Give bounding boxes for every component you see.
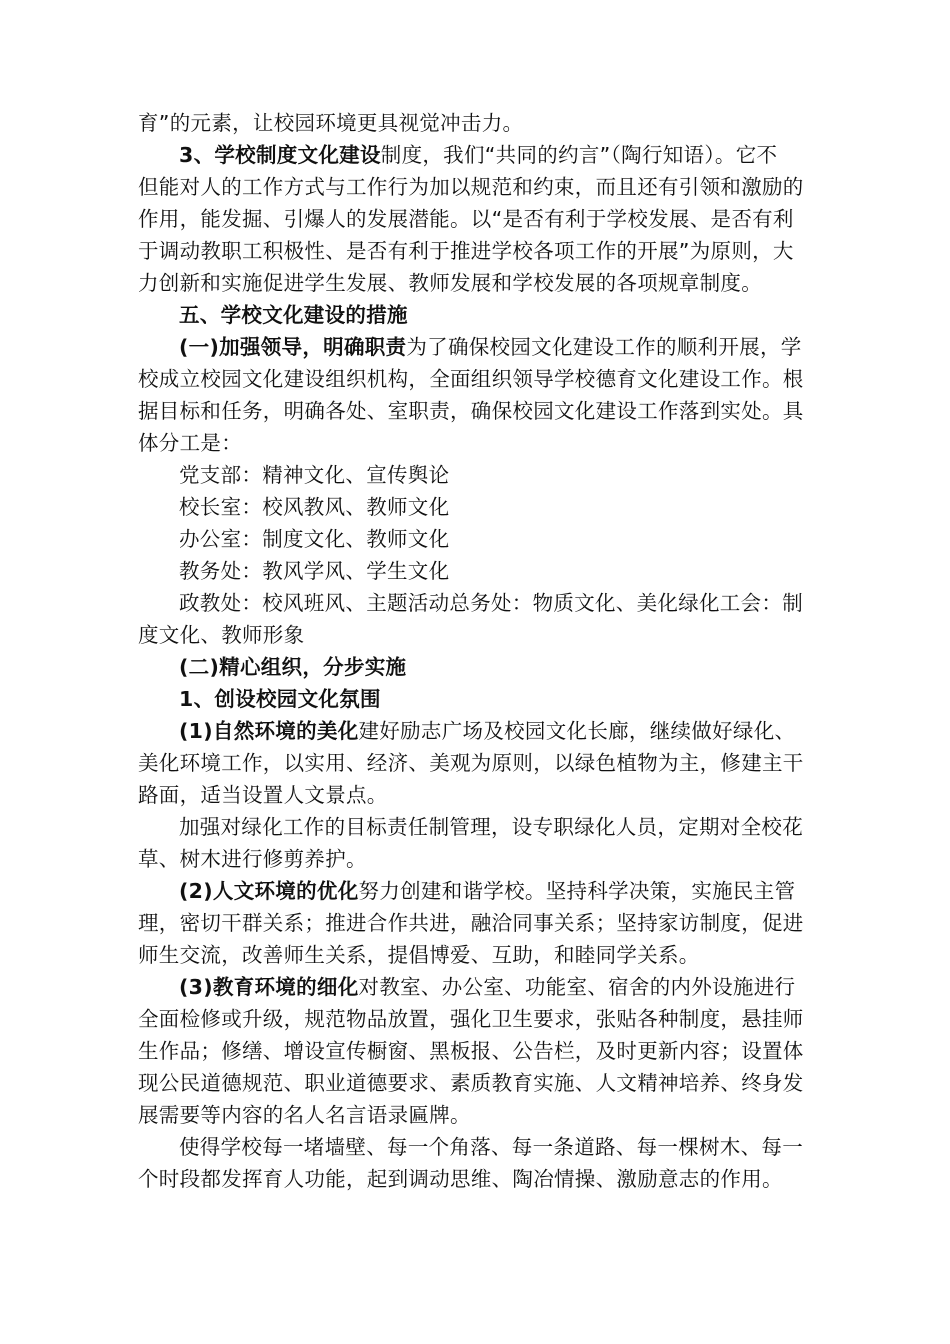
list-item: 党支部：精神文化、宣传舆论 <box>179 463 450 487</box>
list-item: 办公室：制度文化、教师文化 <box>179 527 450 551</box>
heading-text: 3、学校制度文化建设 <box>179 143 381 167</box>
paragraph-line: 作用，能发掘、引爆人的发展潜能。以“是否有利于学校发展、是否有利 <box>138 207 794 231</box>
paragraph-line: 力创新和实施促进学生发展、教师发展和学校发展的各项规章制度。 <box>138 271 762 295</box>
heading-text: (3)教育环境的细化 <box>179 975 359 999</box>
section-heading <box>138 651 820 683</box>
section-heading-line: (一)加强领导，明确职责为了确保校园文化建设工作的顺利开展，学 <box>179 335 802 359</box>
paragraph-line: 师生交流，改善师生关系，提倡博爱、互助，和睦同学关系。 <box>138 943 700 967</box>
paragraph-line: 度文化、教师形象 <box>138 623 305 647</box>
paragraph-line: 加强对绿化工作的目标责任制管理，设专职绿化人员，定期对全校花 <box>179 815 803 839</box>
paragraph-line: 使得学校每一堵墙壁、每一个角落、每一条道路、每一棵树木、每一 <box>179 1135 803 1159</box>
paragraph-line: 生作品；修缮、增设宣传橱窗、黑板报、公告栏，及时更新内容；设置体 <box>138 1039 804 1063</box>
section-heading-line: 3、学校制度文化建设制度，我们“共同的约言”（陶行知语）。它不 <box>179 143 778 167</box>
paragraph-line: 理，密切干群关系；推进合作共进，融洽同事关系；坚持家访制度，促进 <box>138 911 804 935</box>
heading-text: 1、创设校园文化氛围 <box>179 687 381 711</box>
paragraph-line: 全面检修或升级，规范物品放置，强化卫生要求，张贴各种制度，悬挂师 <box>138 1007 804 1031</box>
section-heading <box>138 683 820 715</box>
heading-text: (2)人文环境的优化 <box>179 879 359 903</box>
section-heading <box>138 299 820 331</box>
heading-text: (一)加强领导，明确职责 <box>179 335 407 359</box>
list-item: 教务处：教风学风、学生文化 <box>179 559 450 583</box>
section-heading-line: (2)人文环境的优化努力创建和谐学校。坚持科学决策，实施民主管 <box>179 879 796 903</box>
list-item: 校长室：校风教风、教师文化 <box>179 495 450 519</box>
paragraph-line: 个时段都发挥育人功能，起到调动思维、陶冶情操、激励意志的作用。 <box>138 1167 783 1191</box>
paragraph-line: 但能对人的工作方式与工作行为加以规范和约束，而且还有引领和激励的 <box>138 175 804 199</box>
document-body <box>138 107 820 1195</box>
paragraph-line: 据目标和任务，明确各处、室职责，确保校园文化建设工作落到实处。具 <box>138 399 804 423</box>
paragraph-line: 校成立校园文化建设组织机构，全面组织领导学校德育文化建设工作。根 <box>138 367 804 391</box>
paragraph-line: 美化环境工作，以实用、经济、美观为原则，以绿色植物为主，修建主干 <box>138 751 804 775</box>
heading-text: (1)自然环境的美化 <box>179 719 359 743</box>
paragraph-line: 于调动教职工积极性、是否有利于推进学校各项工作的开展”为原则，大 <box>138 239 794 263</box>
list-item: 政教处：校风班风、主题活动总务处：物质文化、美化绿化工会：制 <box>179 591 803 615</box>
paragraph-line: 路面，适当设置人文景点。 <box>138 783 388 807</box>
paragraph-line: 展需要等内容的名人名言语录匾牌。 <box>138 1103 471 1127</box>
paragraph-line: 草、树木进行修剪养护。 <box>138 847 367 871</box>
paragraph-line: 育”的元素，让校园环境更具视觉冲击力。 <box>138 111 524 135</box>
section-heading-line: (3)教育环境的细化对教室、办公室、功能室、宿舍的内外设施进行 <box>179 975 796 999</box>
heading-text: (二)精心组织，分步实施 <box>179 655 407 679</box>
paragraph-line: 现公民道德规范、职业道德要求、素质教育实施、人文精神培养、终身发 <box>138 1071 804 1095</box>
heading-text: 五、学校文化建设的措施 <box>179 303 408 327</box>
section-heading-line: (1)自然环境的美化建好励志广场及校园文化长廊，继续做好绿化、 <box>179 719 796 743</box>
paragraph-line: 体分工是： <box>138 431 242 455</box>
